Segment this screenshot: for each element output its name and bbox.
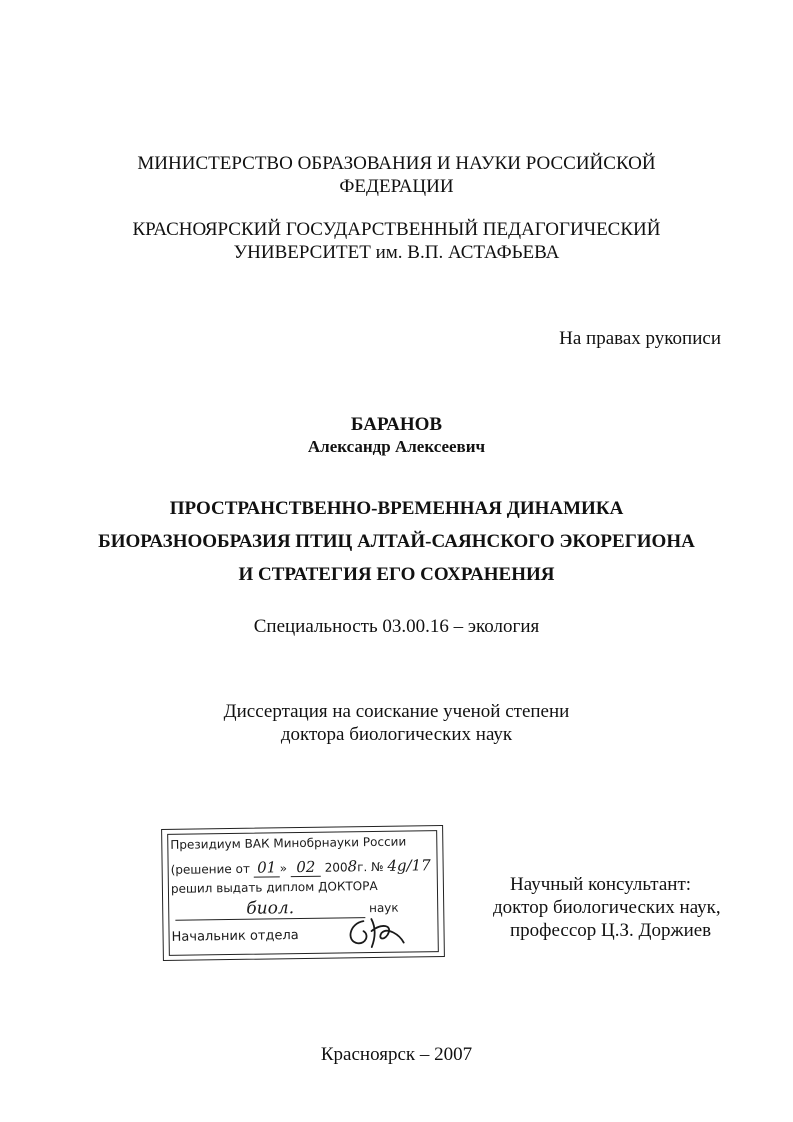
consultant-degree: доктор биологических наук, bbox=[493, 897, 721, 918]
stamp-head-line bbox=[172, 928, 299, 945]
ministry-line-1: МИНИСТЕРСТВО ОБРАЗОВАНИЯ И НАУКИ РОССИЙСКОЙ bbox=[137, 153, 656, 174]
consultant-label: Научный консультант: bbox=[510, 874, 692, 895]
stamp-quote: » bbox=[279, 861, 288, 876]
stamp-year-hand: 8 bbox=[347, 857, 358, 876]
stamp-day: 01 bbox=[254, 858, 280, 877]
stamp-number-hand: 4g/17 bbox=[387, 856, 431, 875]
stamp-decision-prefix: (решение от bbox=[170, 861, 250, 877]
ministry-line-2: ФЕДЕРАЦИИ bbox=[339, 176, 454, 197]
stamp-field-hand: биол. bbox=[175, 897, 365, 921]
title-line-3: И СТРАТЕГИЯ ЕГО СОХРАНЕНИЯ bbox=[238, 564, 555, 585]
footer-city-year: Красноярск – 2007 bbox=[320, 1044, 473, 1065]
stamp-year-suffix: г. № bbox=[357, 859, 384, 875]
vak-stamp bbox=[161, 825, 445, 961]
author-surname: БАРАНОВ bbox=[350, 414, 443, 435]
signature-icon bbox=[341, 912, 412, 953]
consultant-name: профессор Ц.З. Доржиев bbox=[510, 920, 712, 941]
stamp-head-label: Начальник отдела bbox=[171, 928, 299, 945]
stamp-field-suffix: наук bbox=[368, 900, 399, 916]
stamp-line-1: Президиум ВАК Минобрнауки России bbox=[170, 834, 407, 852]
specialty: Специальность 03.00.16 – экология bbox=[253, 616, 540, 637]
university-line-1: КРАСНОЯРСКИЙ ГОСУДАРСТВЕННЫЙ ПЕДАГОГИЧЕСКИЙ bbox=[132, 219, 661, 240]
manuscript-note: На правах рукописи bbox=[559, 328, 721, 349]
stamp-decision-line bbox=[171, 856, 431, 879]
stamp-line-3: решил выдать диплом ДОКТОРА bbox=[170, 878, 378, 896]
dissertation-line-1: Диссертация на соискание ученой степени bbox=[223, 701, 570, 722]
title-line-1: ПРОСТРАНСТВЕННО-ВРЕМЕННАЯ ДИНАМИКА bbox=[169, 498, 624, 519]
title-line-2: БИОРАЗНООБРАЗИЯ ПТИЦ АЛТАЙ-САЯНСКОГО ЭКОРЕГИОНА bbox=[98, 531, 695, 552]
author-given-names: Александр Алексеевич bbox=[307, 437, 486, 456]
dissertation-line-2: доктора биологических наук bbox=[280, 724, 513, 745]
stamp-year-prefix: 200 bbox=[324, 860, 348, 875]
stamp-month: 02 bbox=[291, 858, 321, 877]
university-line-2: УНИВЕРСИТЕТ им. В.П. АСТАФЬЕВА bbox=[233, 242, 560, 263]
